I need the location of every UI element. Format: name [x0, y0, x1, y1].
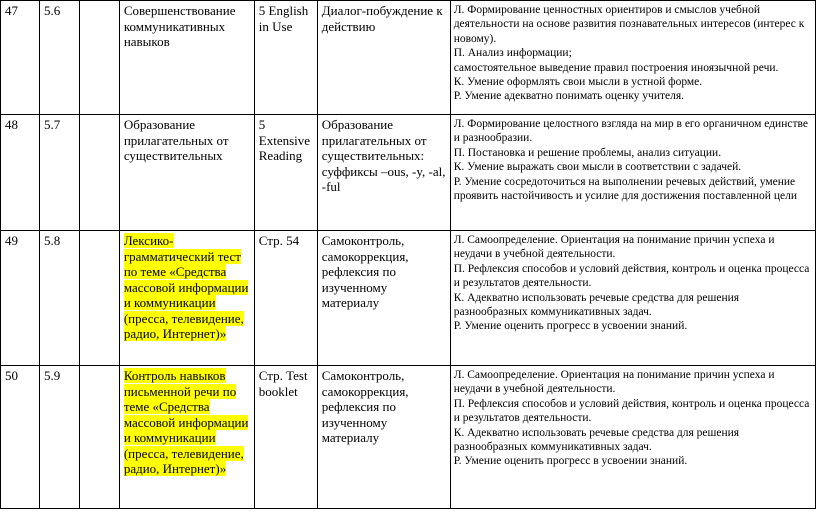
learning-outcomes — [450, 1, 815, 115]
outcome-line: Л. Формирование ценностных ориентиров и смыслов учебной деятельности на основе развития познавательных интересов (интерес к новому). — [453, 4, 805, 45]
outcome-line: П. Постановка и решение проблемы, анализ ситуации. — [453, 146, 722, 159]
lesson-material: Стр. Test booklet — [254, 366, 317, 509]
lesson-number: 49 — [1, 231, 40, 366]
lesson-number: 50 — [1, 366, 40, 509]
lesson-topic — [119, 115, 254, 231]
learning-outcomes — [450, 231, 815, 366]
outcome-line: Р. Умение оценить прогресс в усвоении знаний. — [453, 455, 688, 468]
lesson-activity: Диалог-побуждение к действию — [317, 1, 450, 115]
lesson-material: Стр. 54 — [254, 231, 317, 366]
table-row — [1, 1, 816, 115]
empty-cell — [79, 231, 119, 366]
outcome-line: Р. Умение оценить прогресс в усвоении знаний. — [453, 320, 688, 333]
outcome-line: П. Рефлексия способов и условий действия, контроль и оценка процесса и результатов деятельности. — [453, 262, 810, 290]
section-number: 5.6 — [39, 1, 79, 115]
lesson-activity: Самоконтроль, самокоррекция, рефлексия по изученному материалу — [317, 366, 450, 509]
outcome-line: К. Умение оформлять свои мысли в устной форме. — [453, 76, 703, 89]
topic-text-highlighted: Контроль навыков письменной речи по теме «Средства массовой информации и коммуникации (пресса, телевидение, радио, Интернет)» — [123, 368, 249, 476]
section-number: 5.8 — [39, 231, 79, 366]
learning-outcomes — [450, 366, 815, 509]
table-row — [1, 366, 816, 509]
empty-cell — [79, 1, 119, 115]
outcome-line: П. Рефлексия способов и условий действия, контроль и оценка процесса и результатов деятельности. — [453, 397, 810, 425]
lesson-number: 47 — [1, 1, 40, 115]
learning-outcomes — [450, 115, 815, 231]
table-row — [1, 115, 816, 231]
empty-cell — [79, 115, 119, 231]
section-number: 5.7 — [39, 115, 79, 231]
lesson-material: 5 Extensive Reading — [254, 115, 317, 231]
outcome-line: К. Адекватно использовать речевые средства для решения разнообразных коммуникативных задач. — [453, 426, 740, 454]
table-row — [1, 231, 816, 366]
lesson-topic — [119, 366, 254, 509]
section-number: 5.9 — [39, 366, 79, 509]
lesson-activity: Образование прилагательных от существительных: суффиксы –ous, -y, -al, -ful — [317, 115, 450, 231]
lesson-activity: Самоконтроль, самокоррекция, рефлексия по изученному материалу — [317, 231, 450, 366]
lesson-number: 48 — [1, 115, 40, 231]
outcome-line: Л. Самоопределение. Ориентация на понимание причин успеха и неудачи в учебной деятельности. — [453, 369, 775, 396]
empty-cell — [79, 366, 119, 509]
topic-text-highlighted: Лексико-грамматический тест по теме «Средства массовой информации и коммуникации (пресса, телевидение, радио, Интернет)» — [123, 233, 249, 341]
outcome-line: Л. Формирование целостного взгляда на мир в его органичном единстве и разнообразии. — [453, 118, 808, 145]
outcome-line: Р. Умение адекватно понимать оценку учителя. — [453, 90, 685, 103]
lesson-material: 5 English in Use — [254, 1, 317, 115]
topic-text: Совершенствование коммуникативных навыков — [123, 3, 236, 49]
outcome-line: К. Адекватно использовать речевые средства для решения разнообразных коммуникативных задач. — [453, 291, 740, 319]
outcome-line: П. Анализ информации; — [453, 47, 572, 60]
outcome-line: самостоятельное выведение правил построения иноязычной речи. — [453, 61, 779, 74]
lesson-topic — [119, 1, 254, 115]
lesson-topic — [119, 231, 254, 366]
outcome-line: Л. Самоопределение. Ориентация на понимание причин успеха и неудачи в учебной деятельности. — [453, 234, 775, 261]
topic-text: Образование прилагательных от существительных — [123, 117, 229, 163]
outcome-line: К. Умение выражать свои мысли в соответствии с задачей. — [453, 161, 742, 174]
outcome-line: Р. Умение сосредоточиться на выполнении речевых действий, умение проявить настойчивость и усилие для достижения поставленной цели — [453, 175, 797, 203]
